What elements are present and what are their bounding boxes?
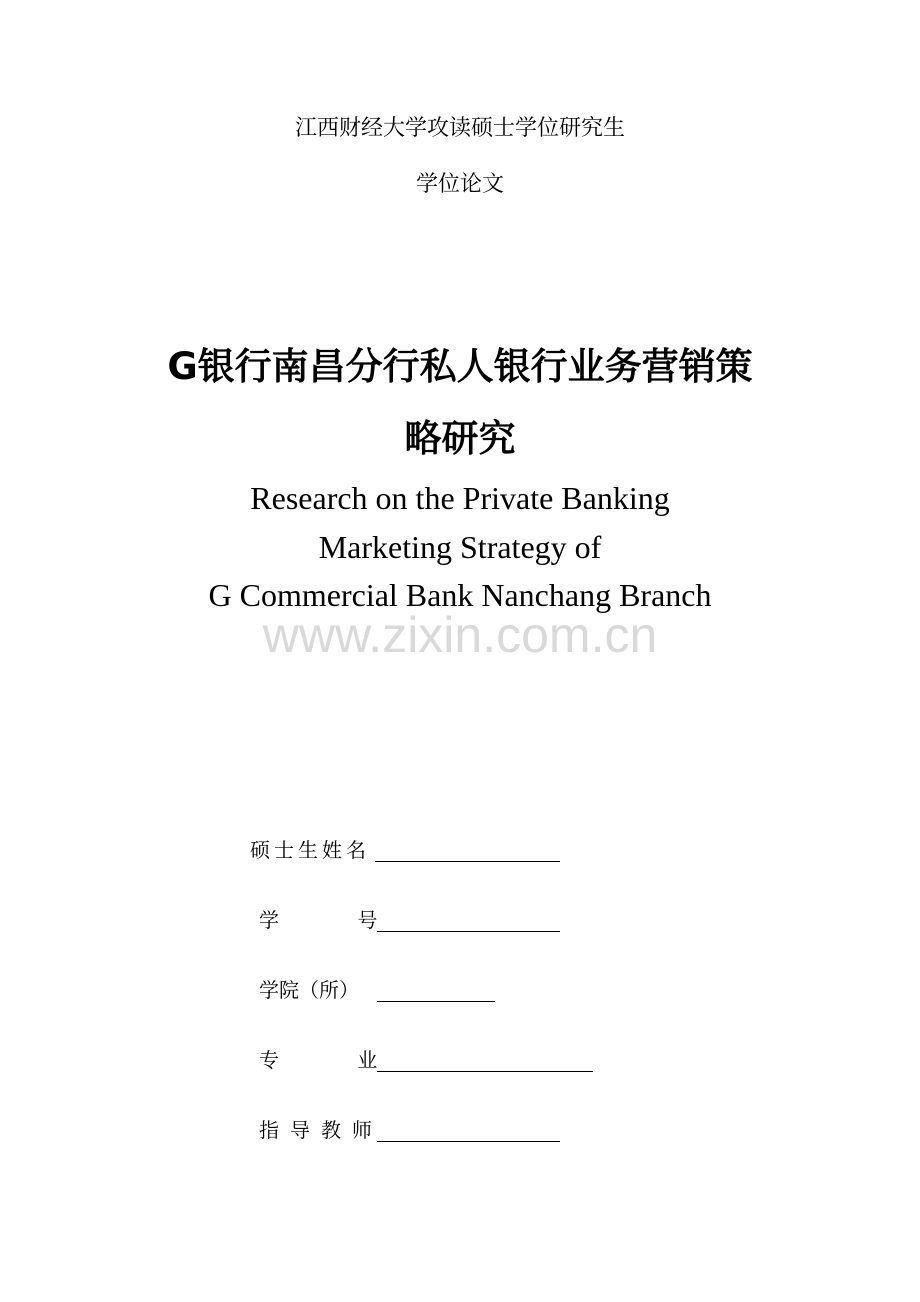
thesis-title-en-line-3: G Commercial Bank Nanchang Branch — [208, 577, 712, 613]
major-label: 专 业 — [259, 1048, 378, 1072]
thesis-title-en-line-2: Marketing Strategy of — [318, 529, 602, 565]
thesis-title-zh-line-2: 略研究 — [404, 417, 516, 460]
advisor-underline — [377, 1141, 560, 1142]
school-underline — [377, 1001, 495, 1002]
university-heading: 江西财经大学攻读硕士学位研究生 — [294, 116, 625, 141]
thesis-title-zh-line-1: G银行南昌分行私人银行业务营销策 — [167, 345, 753, 388]
degree-type-heading: 学位论文 — [415, 172, 504, 197]
thesis-title-en-line-1: Research on the Private Banking — [250, 480, 670, 516]
watermark-text: www.zixin.com.cn — [262, 607, 658, 663]
student-id-underline — [377, 931, 560, 932]
major-underline — [377, 1071, 593, 1072]
student-name-label: 硕士生姓名 — [250, 838, 370, 862]
student-id-label: 学 号 — [259, 908, 378, 932]
student-name-underline — [375, 861, 560, 862]
school-label: 学院（所） — [259, 978, 359, 1002]
advisor-label: 指导教师 — [259, 1118, 383, 1142]
